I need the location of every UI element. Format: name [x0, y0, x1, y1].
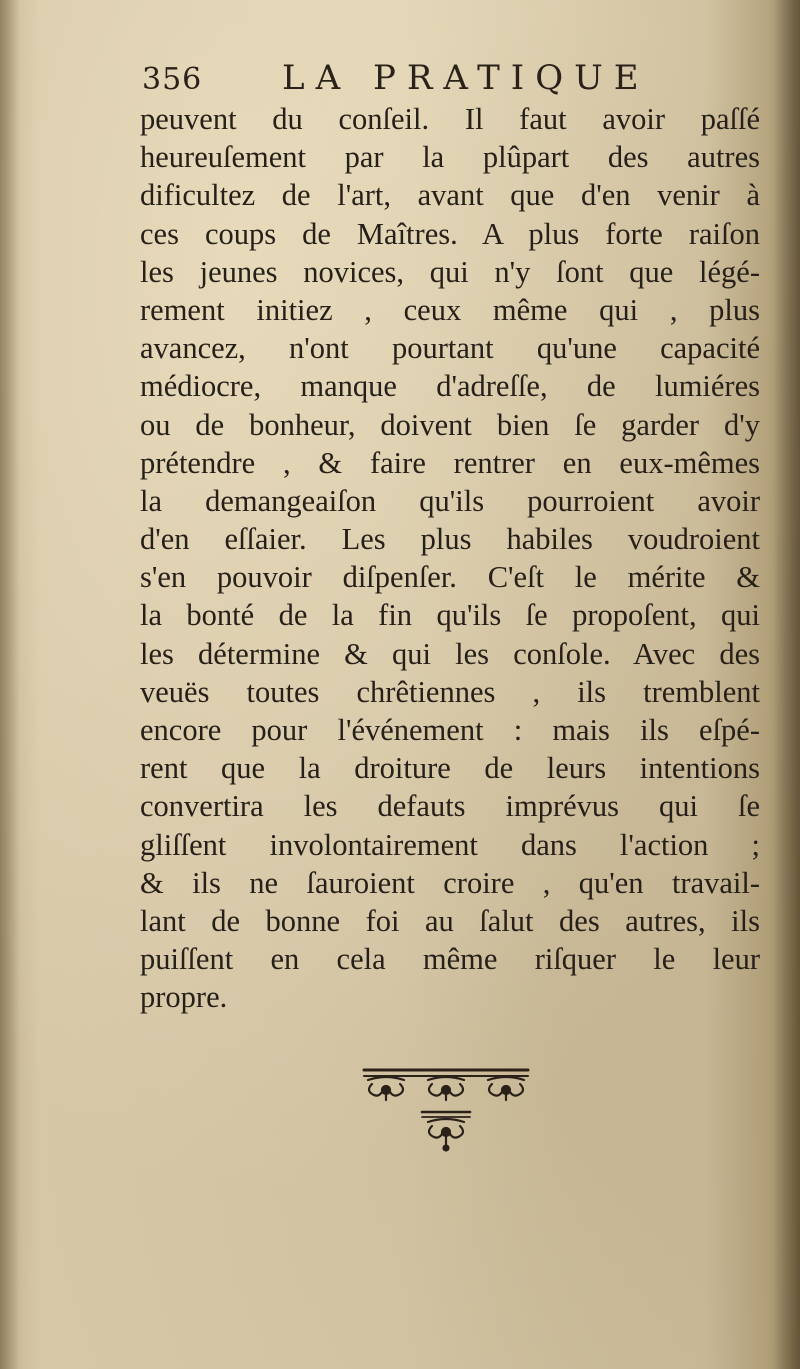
text-line: la demangeaiſon qu'ils pourroient avoir [140, 483, 760, 518]
text-line: rent que la droiture de leurs intentions [140, 751, 760, 786]
printers-fleuron-icon [356, 1060, 536, 1160]
text-line: rement initiez , ceux même qui , plus [140, 292, 760, 327]
text-line: peuvent du conſeil. Il faut avoir paſſé [140, 102, 760, 136]
text-line: heureuſement par la plûpart des autres [140, 140, 760, 175]
text-line: encore pour l'événement : mais ils eſpé- [140, 713, 760, 747]
running-title: LA PRATIQUE [282, 58, 650, 98]
text-line: & ils ne ſauroient croire , qu'en travail- [140, 865, 760, 900]
text-line: les détermine & qui les conſole. Avec des [140, 636, 760, 671]
text-line: les jeunes novices, qui n'y ſont que légé- [140, 254, 760, 289]
text-line: d'en eſſaier. Les plus habiles voudroient [140, 522, 760, 557]
text-line: s'en pouvoir diſpenſer. C'eſt le mérite & [140, 560, 760, 595]
text-line: convertira les defauts imprévus qui ſe [140, 789, 760, 824]
text-line: lant de bonne foi au ſalut des autres, ils [140, 903, 760, 938]
text-line: médiocre, manque d'adreſſe, de lumiéres [140, 369, 760, 404]
page-right-edge [774, 0, 800, 1369]
text-line: puiſſent en cela même riſquer le leur [140, 942, 760, 977]
running-header [142, 58, 762, 102]
text-line: dificultez de l'art, avant que d'en venir à [140, 178, 760, 213]
page-number: 356 [142, 62, 203, 97]
text-line: veuës toutes chrêtiennes , ils tremblent [140, 674, 760, 709]
text-line: avancez, n'ont pourtant qu'une capacité [140, 331, 760, 366]
body-text [140, 100, 760, 1017]
page-left-edge [0, 0, 20, 1369]
text-line: la bonté de la fin qu'ils ſe propoſent, qui [140, 598, 760, 633]
text-line: ces coups de Maîtres. A plus forte raiſon [140, 216, 760, 251]
text-line: prétendre , & faire rentrer en eux-mêmes [140, 445, 760, 480]
text-line: gliſſent involontairement dans l'action ; [140, 827, 760, 862]
text-line: ou de bonheur, doivent bien ſe garder d'y [140, 407, 760, 442]
text-line: propre. [140, 980, 228, 1015]
